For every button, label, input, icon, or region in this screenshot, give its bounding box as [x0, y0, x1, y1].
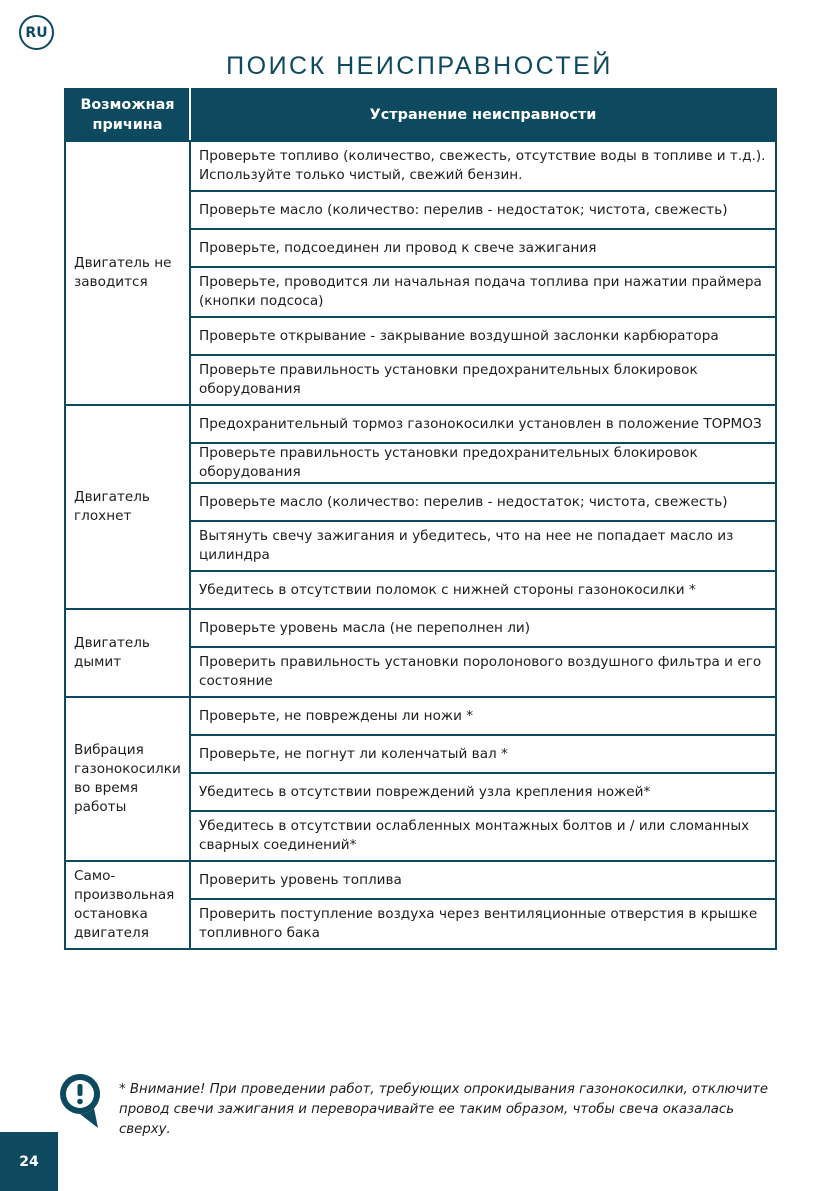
fix-cell: Проверьте масло (количество: перелив - недостаток; чистота, свежесть) [190, 191, 776, 229]
fix-cell: Проверьте, не повреждены ли ножи * [190, 697, 776, 735]
cause-cell: Двигатель не заводится [65, 141, 190, 405]
table-header-row [65, 89, 776, 141]
fix-cell: Проверьте правильность установки предохранительных блокировок оборудования [190, 443, 776, 483]
table-row [65, 141, 776, 191]
page-number: 24 [0, 1132, 58, 1191]
fix-cell: Проверьте топливо (количество, свежесть, отсутствие воды в топливе и т.д.). Используйте только чистый, свежий бензин. [190, 141, 776, 191]
fix-cell: Убедитесь в отсутствии поломок с нижней стороны газонокосилки * [190, 571, 776, 609]
fix-cell: Вытянуть свечу зажигания и убедитесь, что на нее не попадает масло из цилиндра [190, 521, 776, 571]
fix-cell: Проверить правильность установки поролонового воздушного фильтра и его состояние [190, 647, 776, 697]
header-fix: Устранение неисправности [190, 89, 776, 141]
header-cause: Возможная причина [65, 89, 190, 141]
fix-cell: Проверьте, проводится ли начальная подача топлива при нажатии праймера (кнопки подсоса) [190, 267, 776, 317]
fix-cell: Убедитесь в отсутствии ослабленных монтажных болтов и / или сломанных сварных соединений* [190, 811, 776, 861]
cause-cell: Двигатель глохнет [65, 405, 190, 609]
cause-cell: Вибрация газонокосилки во время работы [65, 697, 190, 861]
page-title: ПОИСК НЕИСПРАВНОСТЕЙ [226, 52, 613, 80]
fix-cell: Проверьте правильность установки предохранительных блокировок оборудования [190, 355, 776, 405]
fix-cell: Проверить уровень топлива [190, 861, 776, 899]
cause-cell: Двигатель дымит [65, 609, 190, 697]
table-row [65, 697, 776, 735]
fix-cell: Проверьте, не погнут ли коленчатый вал * [190, 735, 776, 773]
table-row [65, 405, 776, 443]
exclamation-icon [58, 1072, 102, 1132]
warning-note: * Внимание! При проведении работ, требующих опрокидывания газонокосилки, отключите провод свечи зажигания и переворачивайте ее таким образом, чтобы свеча оказалась сверху. [119, 1082, 769, 1137]
fix-cell: Проверьте открывание - закрывание воздушной заслонки карбюратора [190, 317, 776, 355]
fix-cell: Проверьте масло (количество: перелив - недостаток; чистота, свежесть) [190, 483, 776, 521]
table-row [65, 609, 776, 647]
cause-cell: Само-произвольная остановка двигателя [65, 861, 190, 949]
fix-cell: Проверьте, подсоединен ли провод к свече зажигания [190, 229, 776, 267]
troubleshooting-table [64, 88, 777, 950]
fix-cell: Предохранительный тормоз газонокосилки установлен в положение ТОРМОЗ [190, 405, 776, 443]
fix-cell: Проверить поступление воздуха через вентиляционные отверстия в крышке топливного бака [190, 899, 776, 949]
fix-cell: Проверьте уровень масла (не переполнен ли) [190, 609, 776, 647]
table-row [65, 861, 776, 899]
fix-cell: Убедитесь в отсутствии повреждений узла крепления ножей* [190, 773, 776, 811]
language-badge: RU [19, 15, 54, 50]
